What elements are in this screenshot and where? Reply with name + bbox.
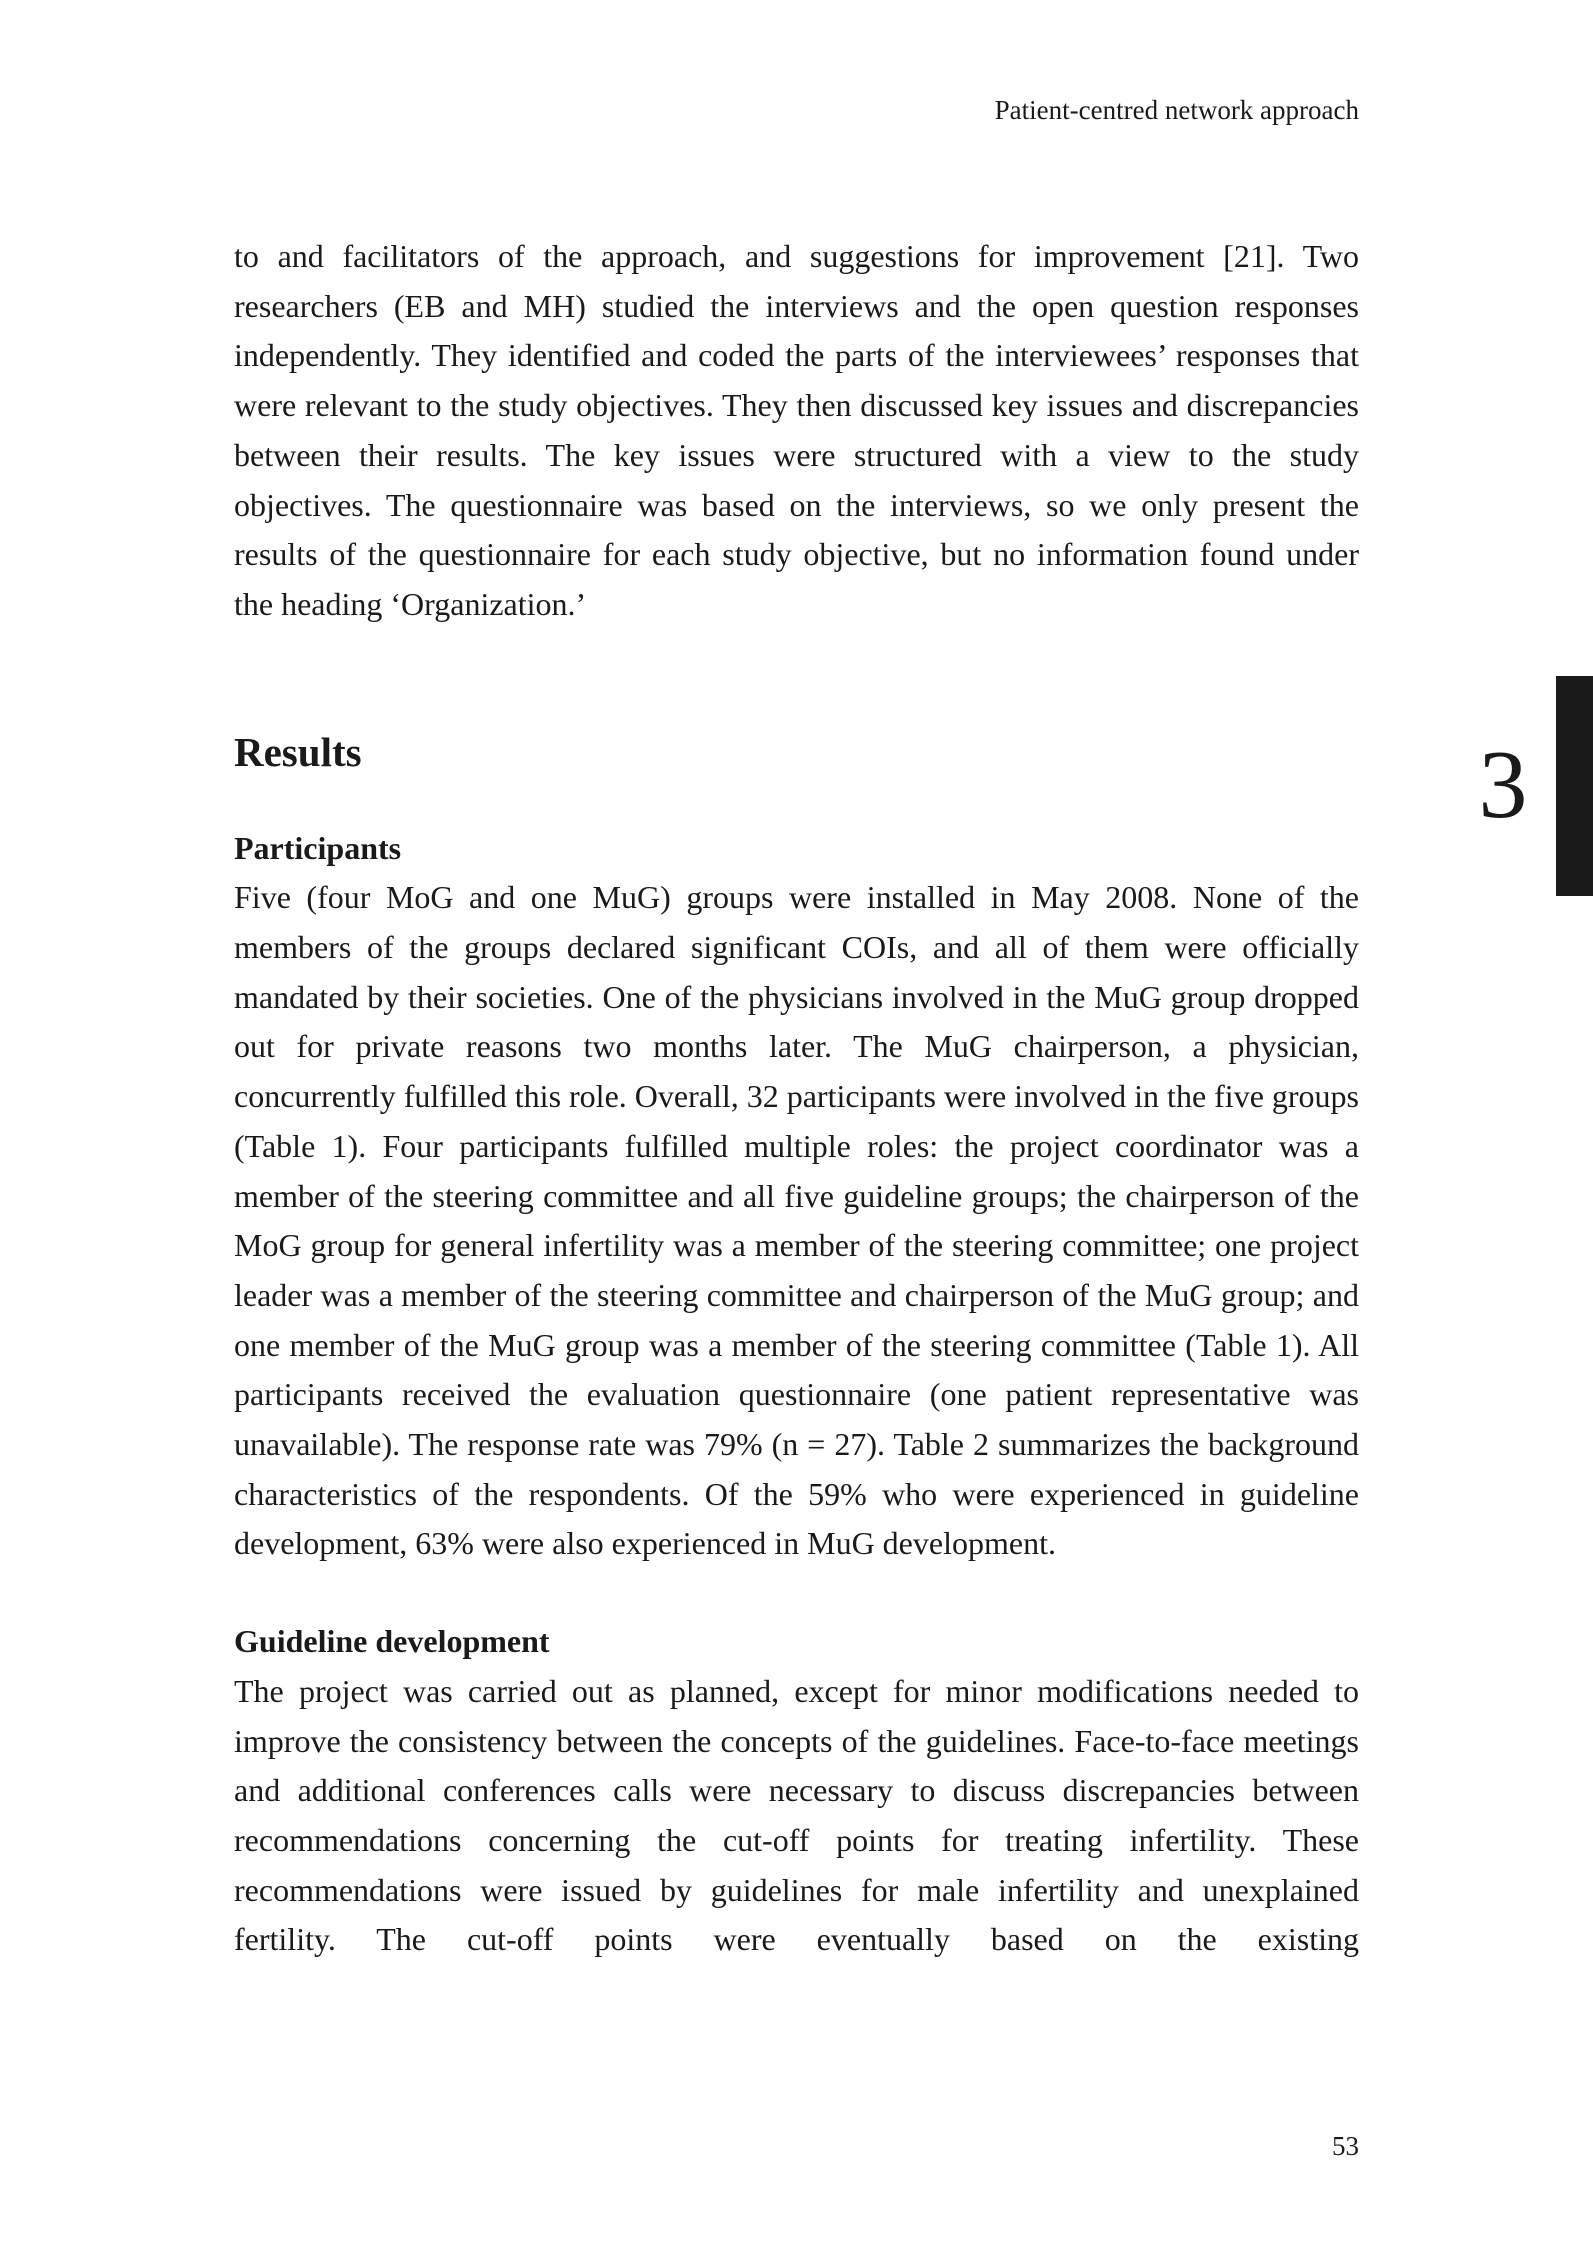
guideline-development-heading: Guideline development: [234, 1623, 550, 1660]
chapter-number: 3: [1478, 731, 1528, 839]
results-heading: Results: [234, 728, 362, 775]
chapter-tab: [1556, 676, 1593, 896]
participants-paragraph: Five (four MoG and one MuG) groups were installed in May 2008. None of the members of the groups declared significant COIs, and all of them were officially mandated by their societies. One of the physicians involved in the MuG group dropped out for private reasons two months later. The MuG chairperson, a physician, concurrently fulfilled this role. Overall, 32 participants were involved in the five groups (Table 1). Four participants fulfilled multiple roles: the project coordinator was a member of the steering committee and all five guideline groups; the chairperson of the MoG group for general infertility was a member of the steering committee; one project leader was a member of the steering committee and chairperson of the MuG group; and one member of the MuG group was a member of the steering committee (Table 1). All participants received the evaluation questionnaire (one patient representative was unavailable). The response rate was 79% (n = 27). Table 2 summarizes the background characteristics of the respondents. Of the 59% who were experienced in guideline development, 63% were also experienced in MuG development.: [234, 879, 1359, 1562]
guideline-development-paragraph: The project was carried out as planned, except for minor modifications needed to improve the consistency between the concepts of the guidelines. Face-to-face meetings and additional conferences calls were necessary to discuss discrepancies between recommendations concerning the cut-off points for treating infertility. These recommendations were issued by guidelines for male infertility and unexplained fertility. The cut-off points were eventually based on the existing: [234, 1672, 1359, 1958]
body-text: [234, 232, 1359, 1965]
intro-paragraph: to and facilitators of the approach, and suggestions for improvement [21]. Two researchers (EB and MH) studied the interviews and the open question responses independently. They identified and coded the parts of the interviewees’ responses that were relevant to the study objectives. They then discussed key issues and discrepancies between their results. The key issues were structured with a view to the study objectives. The questionnaire was based on the interviews, so we only present the results of the questionnaire for each study objective, but no information found under the heading ‘Organization.’: [234, 238, 1359, 622]
running-header: Patient-centred network approach: [994, 95, 1359, 125]
participants-heading: Participants: [234, 829, 402, 866]
page-number: 53: [1332, 2131, 1359, 2161]
